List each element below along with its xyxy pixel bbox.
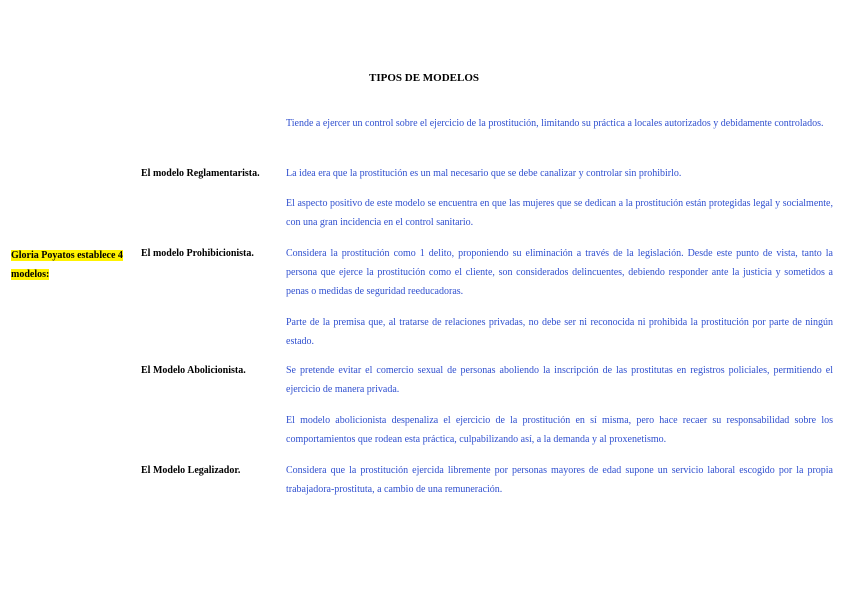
paragraph-reglamentarista-3: El aspecto positivo de este modelo se encuentra en que las mujeres que se dedican a la prostitución están protegidas legal y socialmente, con una gran incidencia en el control sanitario. [286,198,833,228]
paragraph-prohibicionista-1: Considera la prostitución como 1 delito, proponiendo su eliminación a través de la legislación. Desde este punto de vista, tanto la persona que ejerce la prostitución como el cliente, son considerados delincuentes, debiendo responder ante la justicia y sometidos a penas o medidas de seguridad reeducadoras. [286,248,833,297]
paragraph-reglamentarista-1: Tiende a ejercer un control sobre el ejercicio de la prostitución, limitando su práctica a locales autorizados y debidamente controlados. [286,118,824,129]
paragraph-abolicionista-2: El modelo abolicionista despenaliza el ejercicio de la prostitución en sí misma, pero hace recaer su responsabilidad sobre los comportamientos que rodean esta práctica, culpabilizando así, a la demanda y al proxenetismo. [286,415,833,445]
paragraph-abolicionista-1: Se pretende evitar el comercio sexual de personas aboliendo la inscripción de las prostitutas en registros policiales, permitiendo el ejercicio de manera privada. [286,365,833,395]
paragraph-prohibicionista-2: Parte de la premisa que, al tratarse de relaciones privadas, no debe ser ni reconocida ni prohibida la prostitución por parte de ningún estado. [286,317,833,347]
highlighted-author-note: Gloria Poyatos establece 4 modelos: [11,250,123,280]
model-reglamentarista-label: El modelo Reglamentarista. [141,168,260,179]
author-note [11,246,133,284]
model-prohibicionista-label: El modelo Prohibicionista. [141,248,254,259]
model-legalizador-label: El Modelo Legalizador. [141,465,241,476]
model-abolicionista-label: El Modelo Abolicionista. [141,365,246,376]
page-title: TIPOS DE MODELOS [368,72,480,84]
paragraph-reglamentarista-2: La idea era que la prostitución es un mal necesario que se debe canalizar y controlar sin prohibirlo. [286,168,682,179]
paragraph-legalizador-1: Considera que la prostitución ejercida libremente por personas mayores de edad supone un servicio laboral escogido por la propia trabajadora-prostituta, a cambio de una remuneración. [286,465,833,495]
